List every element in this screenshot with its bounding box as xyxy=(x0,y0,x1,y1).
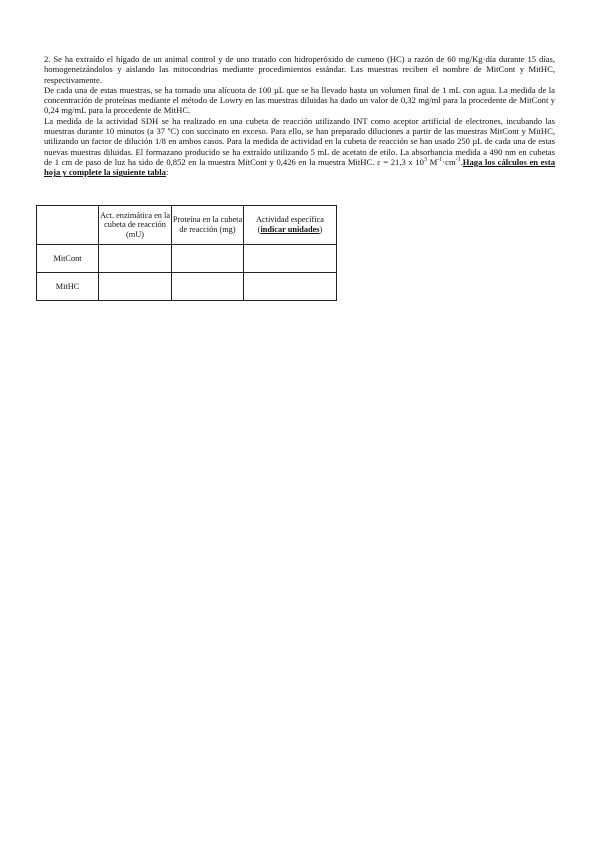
cell-mitcont-specific-activity[interactable] xyxy=(244,245,337,273)
exponent-m: -1 xyxy=(437,157,443,164)
cell-mithc-protein[interactable] xyxy=(172,273,244,301)
cell-mitcont-enzyme-activity[interactable] xyxy=(99,245,172,273)
activity-text: La medida de la actividad SDH se ha realizado en una cubeta de reacción utilizando INT como aceptor artificial de electrones, incubando las muestras durante 10 minutos (a 37 ºC) con succinato en exceso. Para ello, se han preparado diluciones a partir de las muestras MitCont y MitHC, utilizando un factor de dilución 1/8 en ambos casos. Para la medida de actividad en la cubeta de reacción se han usado 250 µL de cada una de estas nuevas muestras diluidas. El formazano producido se ha extraído utilizando 5 mL de acetato de etilo. La absorbancia medida a 490 nm en cubetas de 1 cm de paso de luz ha sido de 0,852 en la muestra MitCont y 0,426 en la muestra MitHC. ε = 21,3 x 10 xyxy=(44,115,555,167)
instruction-colon: : xyxy=(165,167,169,178)
header-empty-cell xyxy=(37,206,99,245)
unit-m: M xyxy=(426,156,438,167)
exponent-3: 3 xyxy=(423,157,427,164)
unit-cm: ·cm xyxy=(442,156,456,167)
row-label-mithc: MitHC xyxy=(37,273,99,301)
paragraph-protein: De cada una de estas muestras, se ha tomado una alícuota de 100 µL que se ha llevado hasta un volumen final de 1 mL con agua. La medida de la concentración de proteínas mediante el método de Lowry en las muestras diluidas ha dado un valor de 0,32 mg/ml para la procedente de MitCont y 0,24 mg/mL para la procedente de MitHC. xyxy=(44,84,555,116)
instruction-text: Haga los cálculos en esta hoja y complete la siguiente tabla xyxy=(44,156,555,178)
cell-mithc-specific-activity[interactable] xyxy=(244,273,337,301)
table-header-row xyxy=(37,206,337,245)
paragraph-activity xyxy=(44,116,555,178)
exponent-cm: -1 xyxy=(455,157,461,164)
results-table xyxy=(36,205,337,301)
table-row xyxy=(37,245,337,273)
header-enzyme-activity: Act. enzimática en la cubeta de reacción (mU) xyxy=(99,206,172,245)
header-protein: Proteína en la cubeta de reacción (mg) xyxy=(172,206,244,245)
unit-period: . xyxy=(460,156,463,167)
problem-statement xyxy=(44,54,555,178)
cell-mithc-enzyme-activity[interactable] xyxy=(99,273,172,301)
header-specific-activity-post: ) xyxy=(319,225,323,234)
table-row xyxy=(37,273,337,301)
row-label-mitcont: MitCont xyxy=(37,245,99,273)
paragraph-intro: 2. Se ha extraído el hígado de un animal control y de uno tratado con hidroperóxido de cumeno (HC) a razón de 60 mg/Kg·día durante 15 días, homogeneizándolos y aislando las mitocondrias mediante procedimientos estándar. Las muestras reciben el nombre de MitCont y MitHC, respectivamente. xyxy=(44,54,555,85)
header-specific-activity xyxy=(244,206,337,245)
header-specific-activity-pre: Actividad específica ( xyxy=(256,215,324,234)
cell-mitcont-protein[interactable] xyxy=(172,245,244,273)
header-specific-activity-units: indicar unidades xyxy=(260,225,320,234)
